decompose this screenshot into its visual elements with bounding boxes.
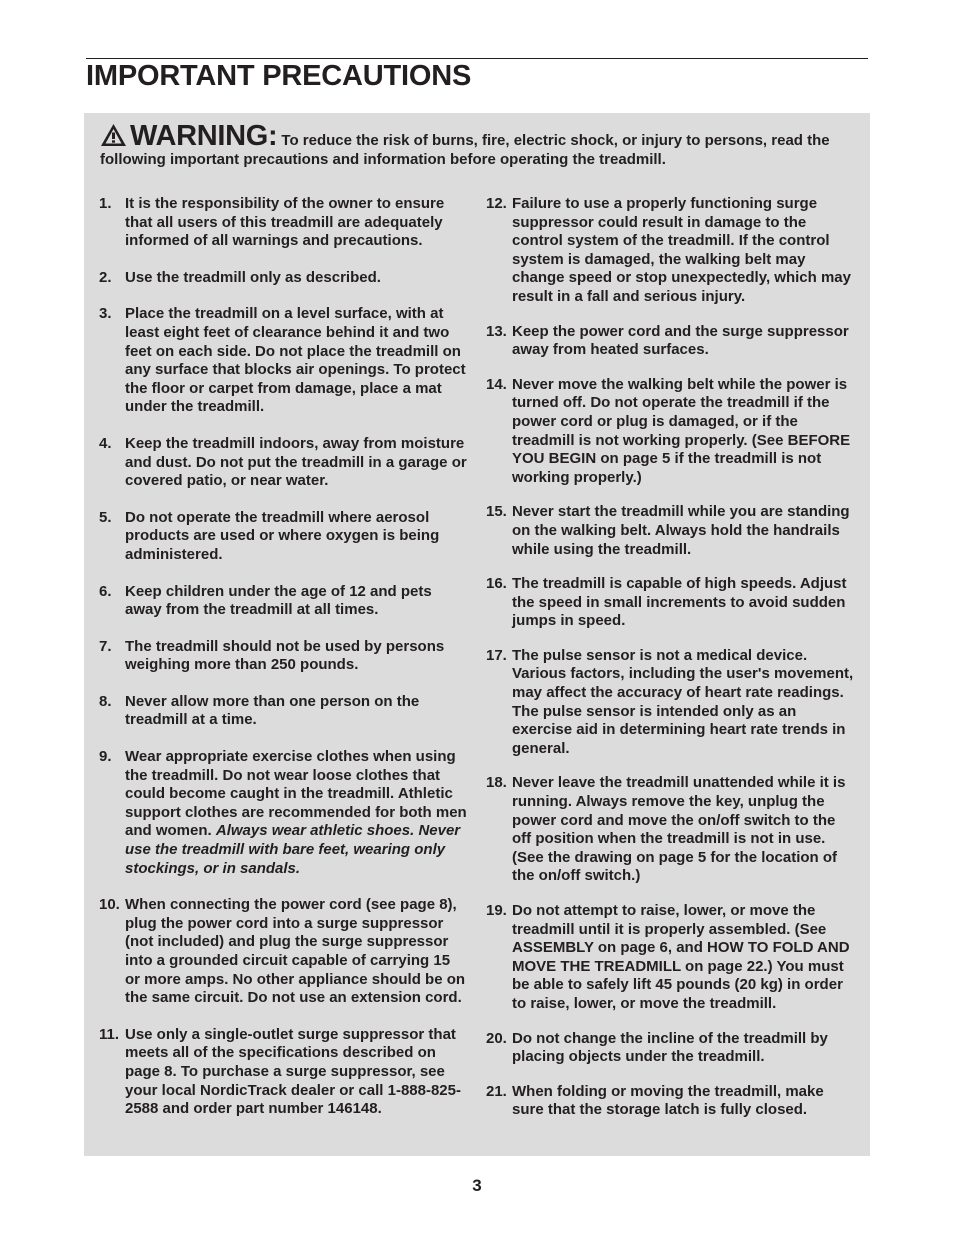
precaution-text-body: Place the treadmill on a level surface, with at least eight feet of clearance behind it and two feet on each side. Do not place the treadmill on any surface that blocks air openings. To protect the floor or carpet from damage, place a mat under the treadmill. <box>125 305 466 416</box>
precaution-text-body: Keep the treadmill indoors, away from moisture and dust. Do not put the treadmill in a garage or covered patio, or near water. <box>125 434 467 490</box>
precaution-number: 1. <box>99 195 112 212</box>
precaution-text-body: Do not change the incline of the treadmill by placing objects under the treadmill. <box>512 1029 828 1066</box>
precaution-text-body: Failure to use a properly functioning surge suppressor could result in damage to the control system of the treadmill. If the control system is damaged, the walking belt may change speed or stop unexpectedly, which may result in a fall and serious injury. <box>512 195 851 305</box>
precaution-text-body: The pulse sensor is not a medical device. Various factors, including the user's movement, may affect the accuracy of heart rate readings. The pulse sensor is intended only as an exercise aid in determining heart rate trends in general. <box>512 646 854 757</box>
precaution-number: 16. <box>486 575 507 593</box>
precaution-number: 18. <box>486 774 507 792</box>
precaution-item <box>486 195 856 307</box>
precaution-item <box>486 503 856 559</box>
warning-triangle-icon <box>100 123 127 147</box>
precaution-text-body: Keep children under the age of 12 and pets away from the treadmill at all times. <box>125 582 432 619</box>
precaution-number: 7. <box>99 637 112 655</box>
precaution-text <box>512 902 856 1014</box>
precaution-number: 11. <box>99 1025 120 1043</box>
precaution-text <box>125 896 469 1008</box>
precaution-text-body: Never start the treadmill while you are standing on the walking belt. Always hold the handrails while using the treadmill. <box>512 503 850 558</box>
precaution-text <box>512 647 856 759</box>
precaution-text <box>125 269 469 288</box>
precaution-text-body: Do not attempt to raise, lower, or move the treadmill until it is properly assembled. (See ASSEMBLY on page 6, and HOW TO FOLD AND MOVE THE TREADMILL on page 22.) You must be able to safely lift 45 pounds (20 kg) in order to raise, lower, or move the treadmill. <box>512 902 850 1012</box>
precaution-item <box>486 647 856 759</box>
top-rule <box>86 58 868 59</box>
precaution-text <box>512 323 856 360</box>
precaution-number: 17. <box>486 646 507 664</box>
precaution-item <box>99 509 469 565</box>
precaution-text-body: When folding or moving the treadmill, make sure that the storage latch is fully closed. <box>512 1082 824 1119</box>
precaution-item <box>486 774 856 886</box>
precaution-emphasis: Always wear athletic shoes. Never use the treadmill with bare feet, wearing only stockings, or in sandals. <box>125 822 461 877</box>
precaution-item <box>99 748 469 878</box>
precaution-item <box>99 435 469 491</box>
precaution-text <box>512 503 856 559</box>
precaution-text-body: Use only a single-outlet surge suppressor that meets all of the specifications described on page 8. To purchase a surge suppressor, see your local NordicTrack dealer or call 1-888-825-2588 and order part number 146148. <box>125 1025 461 1118</box>
precaution-text-body: It is the responsibility of the owner to ensure that all users of this treadmill are adequately informed of all warnings and precautions. <box>125 195 445 250</box>
precaution-text-body: The treadmill should not be used by persons weighing more than 250 pounds. <box>125 637 445 674</box>
warning-text: To reduce the risk of burns, fire, electric shock, or injury to persons, read the following important precautions and information before operating the treadmill. <box>100 132 830 168</box>
precaution-item <box>99 195 469 251</box>
precaution-item <box>99 1026 469 1119</box>
precaution-item <box>99 693 469 730</box>
precaution-number: 2. <box>99 268 112 286</box>
precaution-text-body: Never leave the treadmill unattended while it is running. Always remove the key, unplug the power cord and move the on/off switch to the off position when the treadmill is not in use. (See the drawing on page 5 for the location of the on/off switch.) <box>512 774 846 885</box>
precaution-text-body: Do not operate the treadmill where aerosol products are used or where oxygen is being administered. <box>125 508 440 563</box>
precaution-item <box>99 896 469 1008</box>
precaution-text-body: Use the treadmill only as described. <box>125 268 381 286</box>
precaution-text <box>512 1030 856 1067</box>
precaution-number: 12. <box>486 195 507 212</box>
precaution-number: 9. <box>99 748 112 766</box>
precaution-number: 20. <box>486 1029 507 1047</box>
precaution-item <box>486 575 856 631</box>
precaution-number: 13. <box>486 322 507 340</box>
precaution-item <box>486 902 856 1014</box>
precaution-text <box>125 748 469 878</box>
precaution-number: 5. <box>99 508 112 526</box>
page-title: IMPORTANT PRECAUTIONS <box>86 60 472 92</box>
precaution-text-body: Wear appropriate exercise clothes when using the treadmill. Do not wear loose clothes that could become caught in the treadmill. Athletic support clothes are recommended for both men and women. <box>125 748 467 840</box>
precaution-text-body: Keep the power cord and the surge suppressor away from heated surfaces. <box>512 322 849 359</box>
precaution-item <box>99 638 469 675</box>
warning-label: WARNING: <box>130 120 278 152</box>
page-number: 3 <box>472 1176 482 1195</box>
precaution-number: 6. <box>99 582 112 600</box>
precaution-item <box>486 323 856 360</box>
precaution-number: 15. <box>486 503 507 521</box>
precaution-text <box>512 575 856 631</box>
precaution-text-body: The treadmill is capable of high speeds. Adjust the speed in small increments to avoid sudden jumps in speed. <box>512 575 847 630</box>
precaution-item <box>486 376 856 488</box>
precaution-item <box>486 1083 856 1120</box>
warning-statement <box>100 120 856 169</box>
precaution-text <box>125 693 469 730</box>
precaution-number: 14. <box>486 375 507 393</box>
precaution-text <box>512 774 856 886</box>
precaution-item <box>486 1030 856 1067</box>
precaution-number: 19. <box>486 902 507 919</box>
precaution-number: 4. <box>99 434 112 452</box>
precaution-text <box>125 435 469 491</box>
precaution-number: 3. <box>99 305 112 323</box>
precaution-item <box>99 583 469 620</box>
precaution-text <box>125 195 469 251</box>
precaution-text <box>512 376 856 488</box>
precaution-text-body: Never allow more than one person on the treadmill at a time. <box>125 692 420 729</box>
precaution-text <box>125 1026 469 1119</box>
precaution-text <box>512 195 856 307</box>
precautions-list-right <box>486 195 856 1120</box>
precaution-text <box>125 305 469 417</box>
precaution-item <box>99 269 469 288</box>
precaution-text <box>125 509 469 565</box>
precaution-number: 8. <box>99 692 112 710</box>
precaution-number: 21. <box>486 1082 507 1100</box>
precaution-text <box>125 638 469 675</box>
precaution-text <box>125 583 469 620</box>
precaution-text <box>512 1083 856 1120</box>
precaution-item <box>99 305 469 417</box>
precaution-text-body: When connecting the power cord (see page 8), plug the power cord into a surge suppressor (not included) and plug the surge suppressor into a grounded circuit capable of carrying 15 or more amps. No other appliance should be on the same circuit. Do not use an extension cord. <box>125 896 466 1007</box>
precautions-list-left <box>99 195 469 1119</box>
precaution-number: 10. <box>99 896 120 914</box>
precaution-text-body: Never move the walking belt while the power is turned off. Do not operate the treadmill if the power cord or plug is damaged, or if the treadmill is not working properly. (See BEFORE YOU BEGIN on page 5 if the treadmill is not working properly.) <box>512 375 851 486</box>
